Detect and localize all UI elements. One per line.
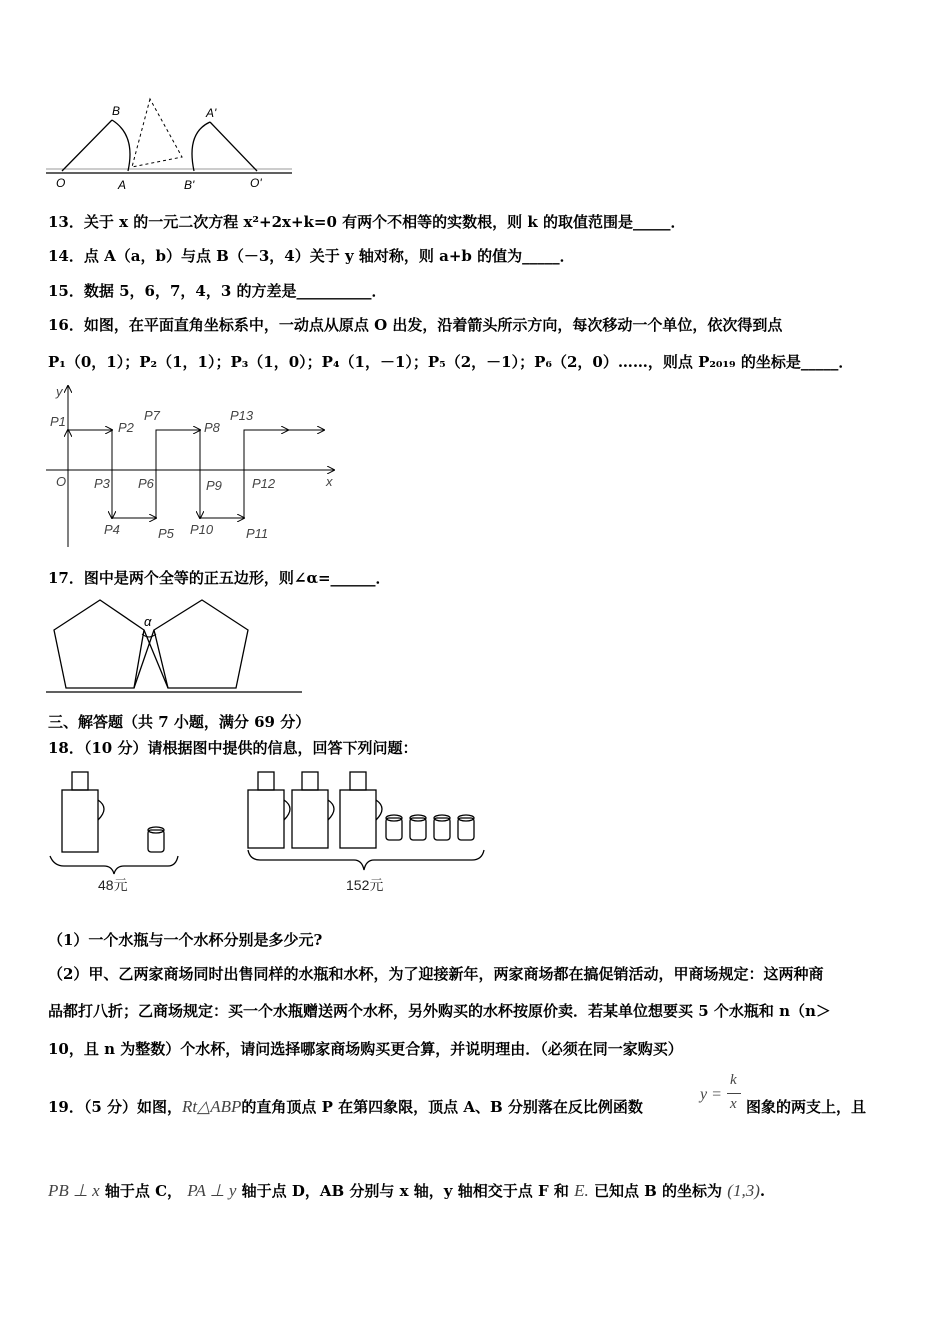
svg-text:P2: P2 <box>118 420 134 435</box>
price-left: 48元 <box>98 877 128 893</box>
question-18-part2-line2: 品都打八折；乙商场规定：买一个水瓶赠送两个水杯，另外购买的水杯按原价卖．若某单位想要买 5 个水瓶和 n（n＞ <box>48 1002 831 1020</box>
svg-text:P5: P5 <box>158 526 174 541</box>
bottles-cups-figure <box>44 766 494 896</box>
alpha-label: α <box>144 614 152 629</box>
pentagons-figure <box>44 596 304 696</box>
label-A-prime: A' <box>206 106 217 120</box>
svg-text:P7: P7 <box>144 408 160 423</box>
svg-text:P3: P3 <box>94 476 110 491</box>
axis-y-label: y <box>56 384 63 399</box>
svg-text:P10: P10 <box>190 522 214 537</box>
label-A: A <box>118 178 127 192</box>
question-18-part1: （1）一个水瓶与一个水杯分别是多少元? <box>48 931 323 949</box>
triangle-expr: Rt△ABP <box>182 1097 242 1116</box>
price-right: 152元 <box>346 877 384 893</box>
label-B-prime: B' <box>184 178 195 192</box>
question-18-part2-line3: 10，且 n 为整数）个水杯，请问选择哪家商场购买更合算，并说明理由．（必须在同一家购买） <box>48 1040 683 1058</box>
label-O-prime: O' <box>250 176 262 190</box>
svg-text:P12: P12 <box>252 476 276 491</box>
svg-text:P11: P11 <box>246 526 269 541</box>
svg-text:P4: P4 <box>104 522 120 537</box>
svg-text:P6: P6 <box>138 476 154 491</box>
question-19-line1: 19．（5 分）如图，Rt△ABP的直角顶点 P 在第四象限，顶点 A、B 分别落在反比例函数 <box>48 1097 643 1116</box>
coordinate-path-figure <box>44 382 344 552</box>
question-15: 15．数据 5，6，7，4，3 的方差是__________． <box>48 282 387 300</box>
question-18: 18．（10 分）请根据图中提供的信息，回答下列问题： <box>48 739 418 757</box>
svg-text:P1: P1 <box>50 414 66 429</box>
svg-text:P9: P9 <box>206 478 222 493</box>
question-13: 13．关于 x 的一元二次方程 x²+2x+k=0 有两个不相等的实数根，则 k 的取值范围是_____． <box>48 213 686 231</box>
label-O: O <box>56 176 66 190</box>
question-14: 14．点 A（a，b）与点 B（－3，4）关于 y 轴对称，则 a+b 的值为_____． <box>48 247 575 265</box>
section-3-heading: 三、解答题（共 7 小题，满分 69 分） <box>48 713 311 731</box>
svg-text:P13: P13 <box>230 408 254 423</box>
svg-text:P8: P8 <box>204 420 220 435</box>
question-19-line2: PB ⊥ x 轴于点 C， PA ⊥ y 轴于点 D，AB 分别与 x 轴，y 轴相交于点 F 和 E. 已知点 B 的坐标为 (1,3). <box>48 1181 766 1200</box>
question-17: 17．图中是两个全等的正五边形，则∠α=______． <box>48 569 391 587</box>
question-18-part2-line1: （2）甲、乙两家商场同时出售同样的水瓶和水杯，为了迎接新年，两家商场都在搞促销活动，甲商场规定：这两种商 <box>48 965 824 983</box>
question-16-line2: P₁（0，1）；P₂（1，1）；P₃（1，0）；P₄（1，－1）；P₅（2，－1）；P₆（2，0）……，则点 P₂₀₁₉ 的坐标是_____． <box>48 353 854 371</box>
axis-x-label: x <box>326 474 333 489</box>
question-19-line1-end: 图象的两支上，且 <box>746 1098 867 1116</box>
label-B: B <box>112 104 121 118</box>
question-16-line1: 16．如图，在平面直角坐标系中，一动点从原点 O 出发，沿着箭头所示方向，每次移动一个单位，依次得到点 <box>48 316 783 334</box>
inverse-function: y = k x <box>700 1072 746 1118</box>
origin-label: O <box>56 474 67 489</box>
rotation-figure <box>44 95 294 195</box>
